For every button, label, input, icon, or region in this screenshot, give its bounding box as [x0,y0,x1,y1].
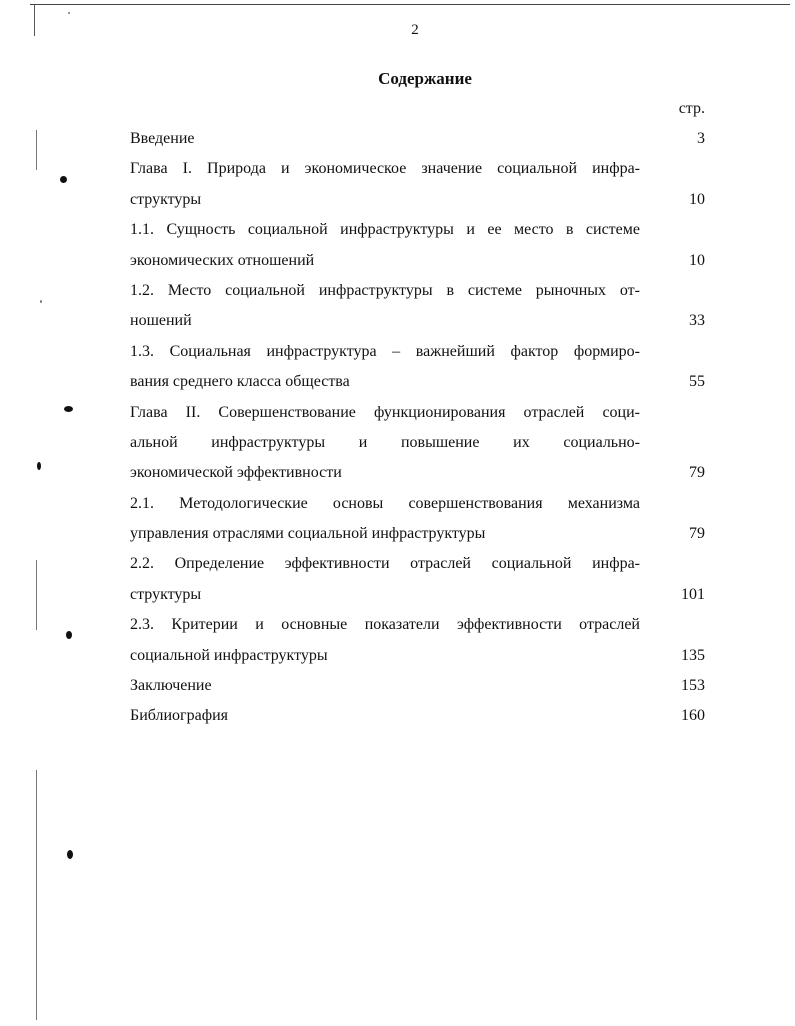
scan-speck [68,12,70,14]
toc-entry-text: 2.1. Методологические основы совершенствования механизма [130,494,640,512]
toc-entry-text: экономической эффективности [130,464,342,482]
toc-entry-page: 153 [681,677,705,695]
toc-entry [130,549,705,610]
toc-entry [130,154,705,215]
scan-speck [64,406,73,412]
toc-entry-text: социальной инфраструктуры [130,646,328,664]
toc-entry-text: 1.3. Социальная инфраструктура – важнейший фактор формиро- [130,342,640,360]
scan-speck [66,631,72,639]
toc-entry-page: 135 [681,646,705,664]
toc-entry-page: 79 [689,464,705,482]
toc-entry [130,398,705,489]
toc-entry-page: 160 [681,707,705,725]
page-column-header: стр. [678,100,705,117]
toc-entry-text: 1.1. Сущность социальной инфраструктуры и ее место в системе [130,221,640,239]
toc-entry [130,337,705,398]
toc-entry-text: альной инфраструктуры и повышение их социально- [130,433,640,451]
toc-entry-text: 2.2. Определение эффективности отраслей социальной инфра- [130,555,640,573]
table-of-contents [130,124,705,732]
toc-entry-page: 33 [689,312,705,330]
scan-speck [60,176,67,183]
toc-entry-text: 1.2. Место социальной инфраструктуры в системе рыночных от- [130,281,640,299]
toc-entry-text: ношений [130,312,192,330]
toc-entry [130,489,705,550]
toc-entry-page: 101 [681,585,705,603]
scan-edge-mark [36,770,37,1020]
toc-entry-text: управления отраслями социальной инфраструктуры [130,525,486,543]
toc-entry-page: 55 [689,373,705,391]
toc-entry [130,671,705,701]
toc-entry-text: Глава II. Совершенствование функционирования отраслей соци- [130,403,640,421]
toc-entry [130,124,705,154]
page-title: Содержание [378,69,472,88]
toc-entry-text: структуры [130,190,202,208]
toc-entry-text: Глава I. Природа и экономическое значение социальной инфра- [130,160,640,178]
toc-entry-text: Библиография [130,707,228,725]
toc-entry-text: структуры [130,585,202,603]
toc-entry [130,610,705,671]
toc-entry [130,701,705,731]
toc-entry-text: 2.3. Критерии и основные показатели эффективности отраслей [130,616,640,634]
toc-entry-text: Заключение [130,677,212,695]
toc-entry-text: вания среднего класса общества [130,373,350,391]
scan-speck [40,300,42,303]
scan-speck [37,462,41,470]
toc-entry-page: 79 [689,525,705,543]
scan-speck [67,850,73,859]
scan-edge-mark [36,560,37,630]
toc-entry-page: 3 [697,130,705,147]
page-number: 2 [411,22,419,38]
toc-entry-page: 10 [689,190,705,208]
toc-entry [130,276,705,337]
scan-edge-mark [36,130,37,170]
toc-entry-page: 10 [689,251,705,269]
scan-border-top [30,4,790,5]
toc-entry-text: экономических отношений [130,251,315,269]
toc-entry-text: Введение [130,130,195,147]
toc-entry [130,215,705,276]
